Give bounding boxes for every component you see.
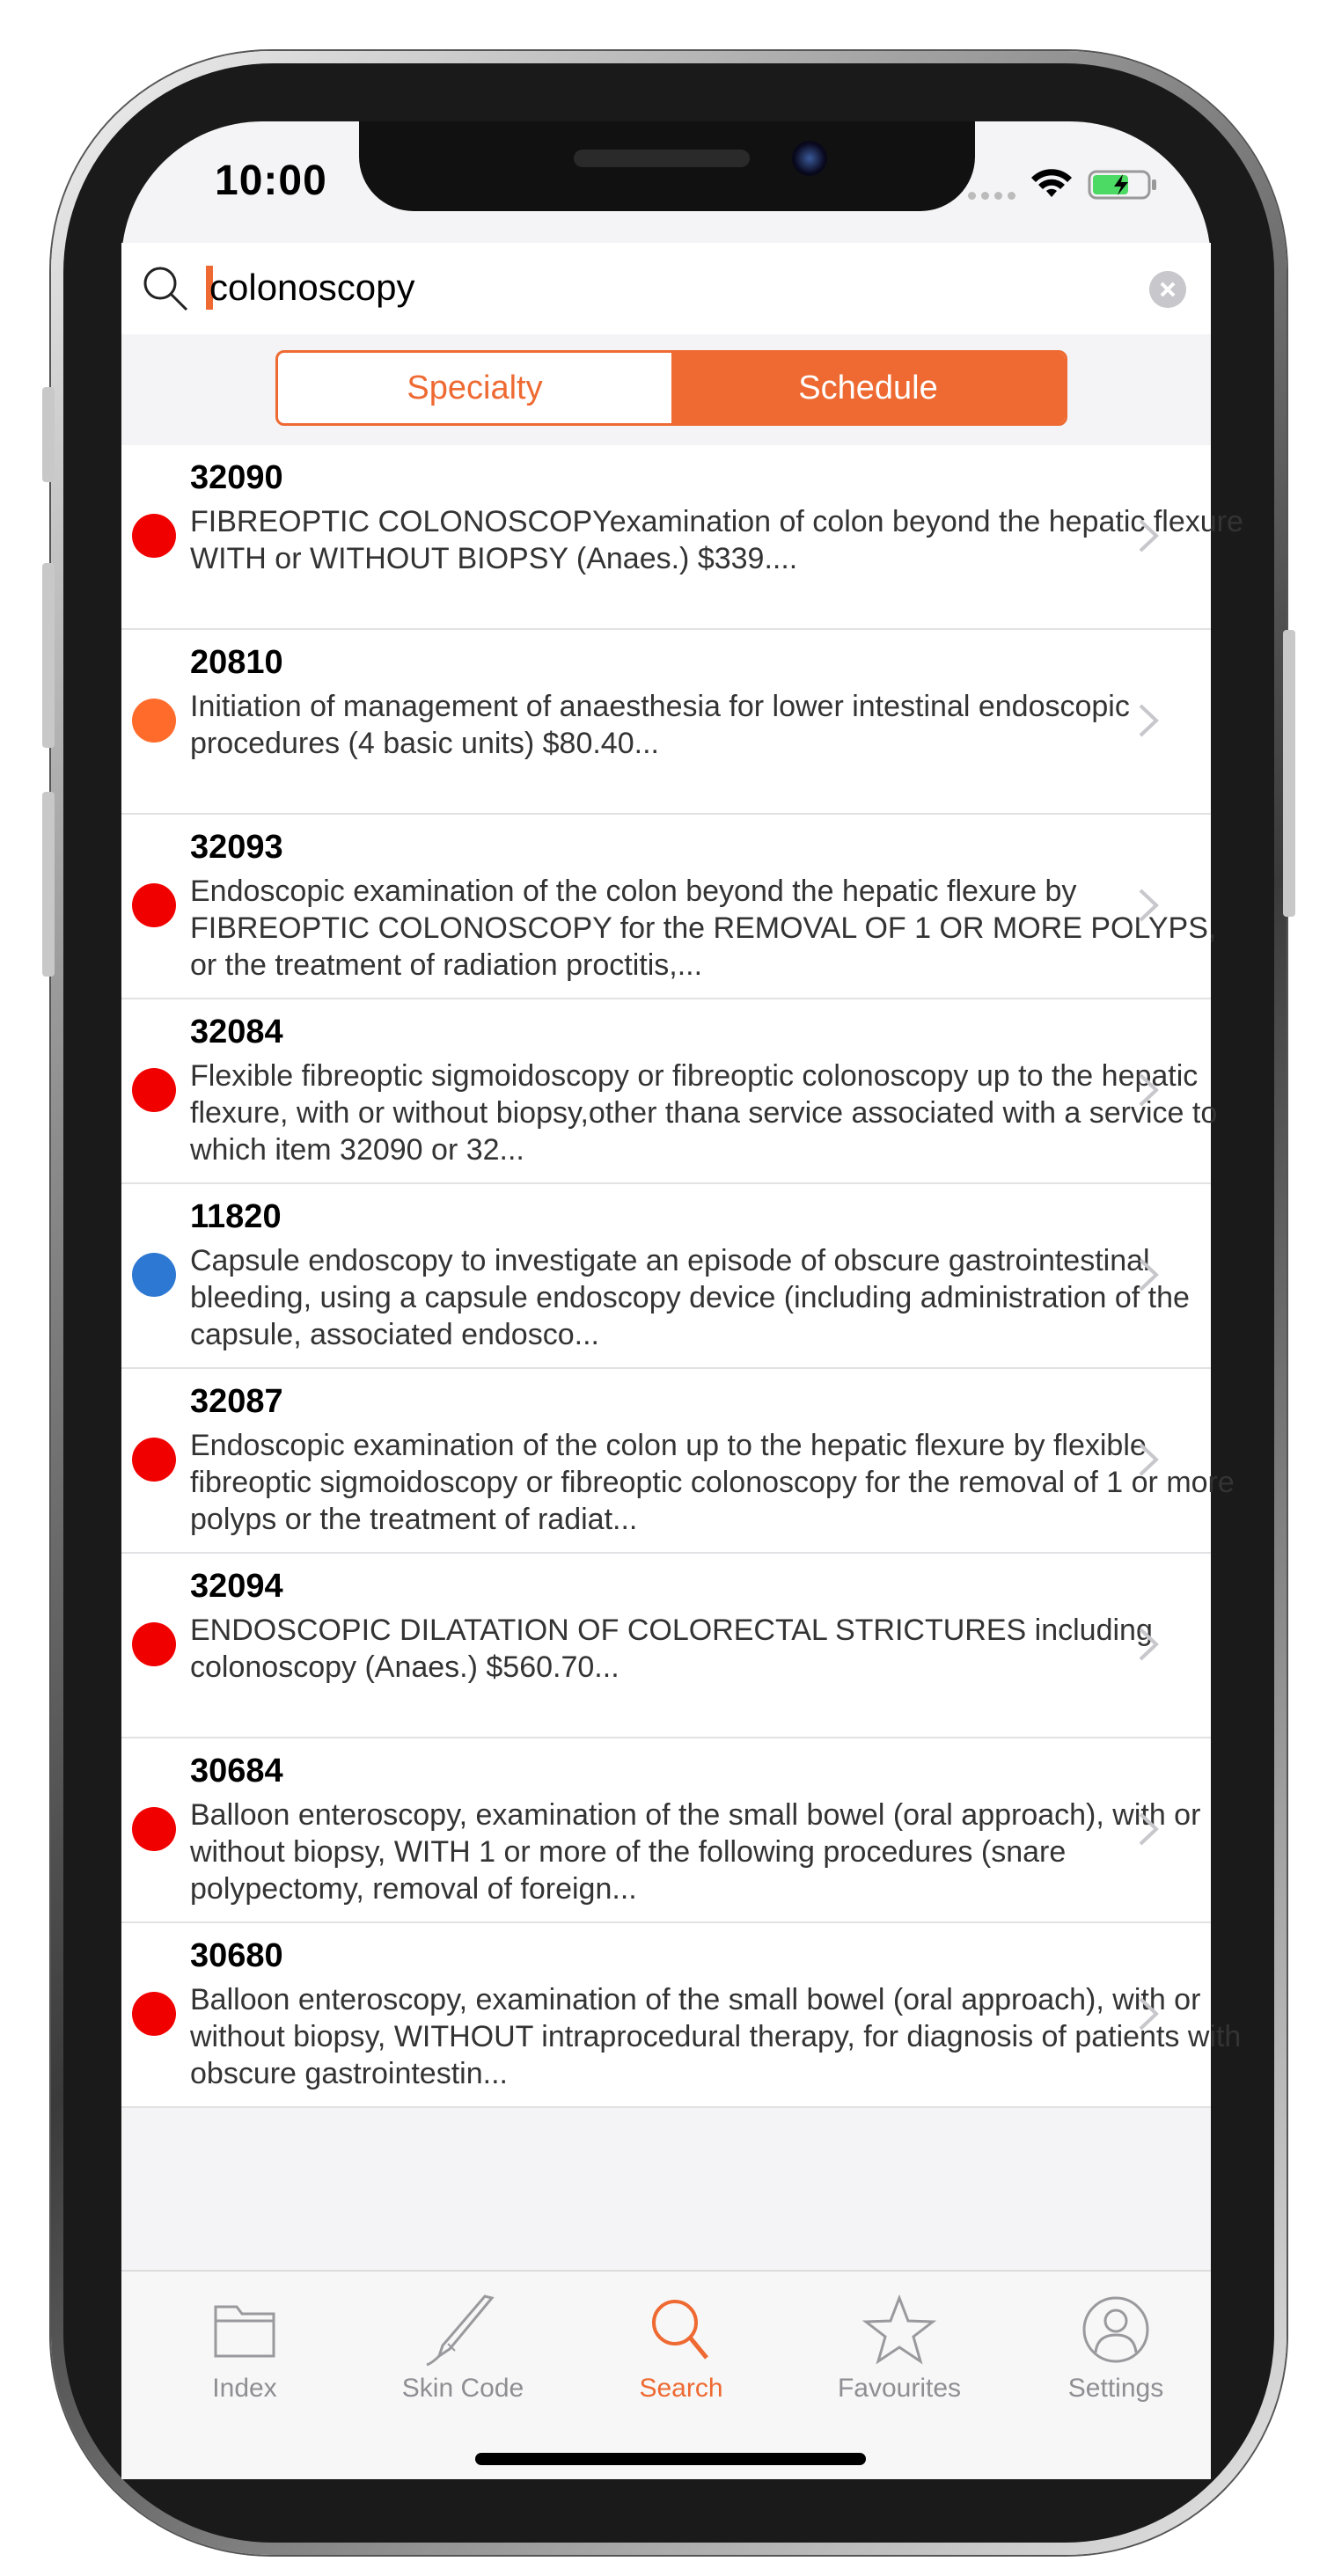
chevron-right-icon (1135, 699, 1162, 743)
tab-favourites[interactable] (790, 2294, 1008, 2426)
side-button-power (1283, 630, 1295, 917)
category-dot (132, 1992, 176, 2036)
item-description: Capsule endoscopy to investigate an episode of obscure gastrointestinal bleeding, using a capsule endoscopy device (including administration of the capsule, associated endosco... (190, 1244, 1190, 1351)
chevron-right-icon (1135, 883, 1162, 927)
search-input[interactable] (209, 259, 1089, 317)
chevron-right-icon (1135, 1992, 1162, 2036)
category-dot (132, 699, 176, 743)
list-item[interactable] (121, 815, 1217, 999)
list-item[interactable] (121, 1369, 1235, 1554)
item-description: Balloon enteroscopy, examination of the small bowel (oral approach), with or without biopsy, WITHOUT intraprocedural therapy, for diagnosis of patients with obscure gastrointestin... (190, 1983, 1242, 2090)
side-button-volume-down (42, 792, 55, 977)
item-description: FIBREOPTIC COLONOSCOPYexamination of colon beyond the hepatic flexure WITH or WITHOUT BIOPSY (Anaes.) $339.... (190, 505, 1243, 575)
category-dot (132, 1438, 176, 1482)
side-button-mute (42, 387, 55, 482)
list-item[interactable] (121, 1923, 1242, 2108)
tab-label: Skin Code (401, 2374, 524, 2403)
star-icon (860, 2294, 939, 2367)
tab-label: Index (212, 2374, 277, 2403)
chevron-right-icon (1135, 1622, 1162, 1666)
camera-icon (792, 141, 827, 176)
chevron-right-icon (1135, 1438, 1162, 1482)
list-item[interactable] (121, 1738, 1211, 1923)
item-code: 11820 (190, 1198, 282, 1235)
wifi-icon (1030, 167, 1074, 199)
item-code: 30684 (190, 1753, 283, 1789)
item-code: 32090 (190, 459, 283, 496)
home-indicator[interactable] (475, 2453, 866, 2465)
tab-label: Settings (1067, 2374, 1164, 2403)
chevron-right-icon (1135, 1807, 1162, 1851)
battery-charging-icon (1088, 169, 1158, 201)
list-item[interactable] (121, 445, 1243, 630)
item-code: 32093 (190, 829, 283, 866)
chevron-right-icon (1135, 1068, 1162, 1112)
item-code: 32087 (190, 1383, 283, 1420)
tab-label: Favourites (837, 2374, 962, 2403)
item-description: Endoscopic examination of the colon beyond the hepatic flexure by FIBREOPTIC COLONOSCOPY for the REMOVAL OF 1 OR MORE POLYPS, or the treatment of radiation proctitis,... (190, 875, 1217, 982)
segment-schedule[interactable]: Schedule (671, 353, 1065, 423)
person-icon (1076, 2294, 1155, 2367)
item-code: 32094 (190, 1568, 283, 1605)
category-dot (132, 883, 176, 927)
tab-skin-code[interactable] (354, 2294, 572, 2426)
item-description: Flexible fibreoptic sigmoidoscopy or fibreoptic colonoscopy up to the hepatic flexure, with or without biopsy,other thana service associated with a service to which item 32090 or 32... (190, 1059, 1218, 1167)
tab-settings[interactable] (1007, 2294, 1225, 2426)
segmented-control (275, 350, 1067, 426)
tab-bar (121, 2270, 1211, 2479)
item-code: 30680 (190, 1937, 283, 1974)
item-description: Endoscopic examination of the colon up to the hepatic flexure by flexible fibreoptic sigmoidoscopy or fibreoptic colonoscopy for the removal of 1 or more polyps or the treatment of radiat... (190, 1429, 1235, 1536)
tab-index[interactable] (136, 2294, 354, 2426)
list-item[interactable] (121, 999, 1218, 1184)
scalpel-icon (423, 2294, 502, 2367)
folder-icon (205, 2294, 284, 2367)
results-list (121, 445, 1243, 2108)
clear-search-icon[interactable] (1149, 271, 1186, 308)
tab-search[interactable] (572, 2294, 790, 2426)
status-time: 10:00 (215, 157, 327, 204)
search-icon (642, 2294, 721, 2367)
category-dot (132, 1253, 176, 1297)
chevron-right-icon (1135, 1253, 1162, 1297)
category-dot (132, 1807, 176, 1851)
list-item[interactable] (121, 630, 1211, 815)
list-item[interactable] (121, 1184, 1211, 1369)
item-code: 20810 (190, 644, 283, 681)
chevron-right-icon (1135, 514, 1162, 558)
category-dot (132, 1068, 176, 1112)
tab-label: Search (639, 2374, 723, 2403)
speaker-icon (574, 150, 750, 167)
category-dot (132, 1622, 176, 1666)
item-description: Initiation of management of anaesthesia for lower intestinal endoscopic procedures (4 basic units) $80.40... (190, 690, 1130, 760)
item-description: Balloon enteroscopy, examination of the small bowel (oral approach), with or without biopsy, WITH 1 or more of the following procedures (snare polypectomy, removal of foreign... (190, 1798, 1201, 1906)
search-bar (121, 243, 1211, 334)
search-icon (141, 264, 190, 313)
signal-dots-icon (968, 192, 1015, 200)
segment-specialty[interactable]: Specialty (407, 369, 543, 406)
side-button-volume-up (42, 563, 55, 748)
category-dot (132, 514, 176, 558)
item-code: 32084 (190, 1014, 283, 1050)
list-item[interactable] (121, 1554, 1211, 1738)
item-description: ENDOSCOPIC DILATATION OF COLORECTAL STRICTURES including colonoscopy (Anaes.) $560.70... (190, 1614, 1153, 1684)
